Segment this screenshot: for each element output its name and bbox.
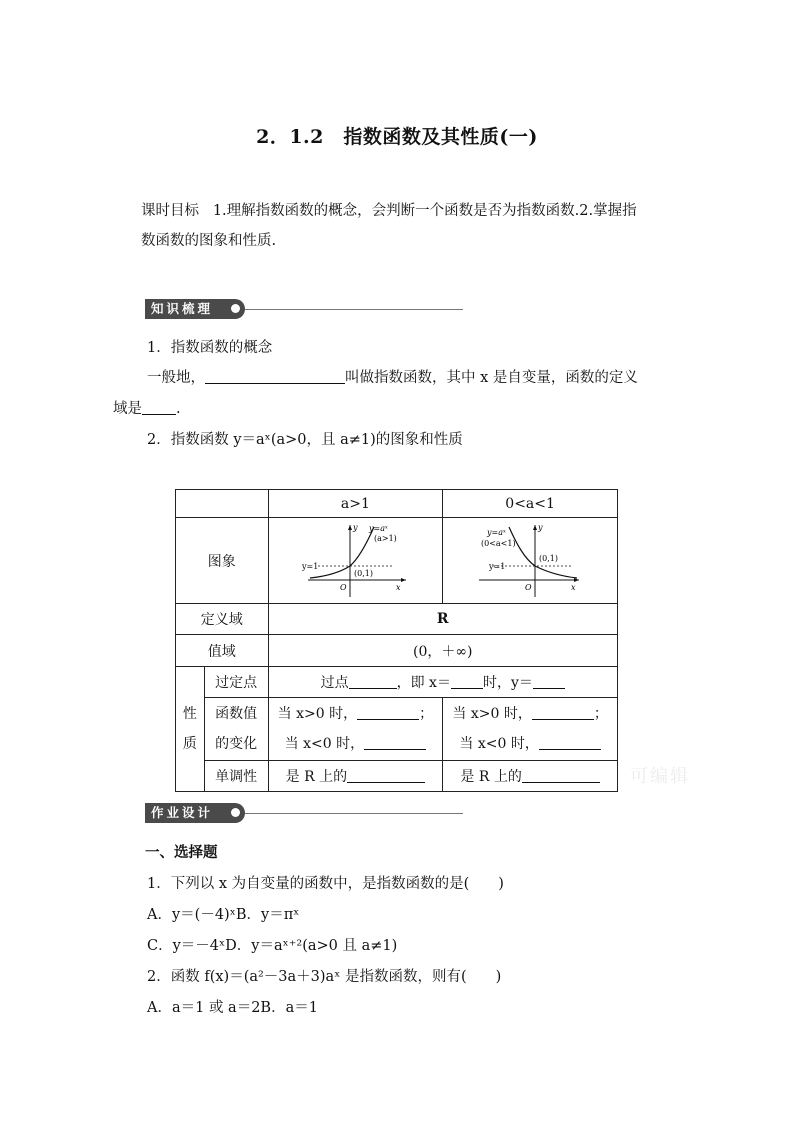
- domain-text: 域是: [113, 401, 142, 417]
- when-positive-text: 当 x>0 时，: [452, 706, 532, 722]
- goal-line-1: [141, 201, 637, 221]
- page-title: 2．1.2 指数函数及其性质(一): [256, 126, 538, 148]
- question-1-options-cd: C．y＝－4ˣD．y＝aˣ⁺²(a>0 且 a≠1): [147, 938, 398, 954]
- row-label-graph: 图象: [176, 518, 269, 604]
- graph-y-label: y: [353, 522, 358, 532]
- monotonicity-a-gt-1: [268, 761, 443, 792]
- question-2-options-ab: A．a＝1 或 a＝2B．a＝1: [147, 1000, 318, 1016]
- goal-text-1: 1.理解指数函数的概念，会判断一个函数是否为指数函数.2.掌握指: [212, 203, 637, 219]
- domain-period: .: [176, 401, 181, 417]
- definition-text-b: 叫做指数函数，其中 x 是自变量，函数的定义: [345, 370, 638, 386]
- exp-curve: [509, 527, 577, 578]
- value-change-line-1: 函数值: [215, 706, 258, 722]
- semicolon: ；: [419, 706, 434, 722]
- when-negative-blank[interactable]: [539, 736, 601, 750]
- properties-char-2: 质: [182, 736, 197, 752]
- fixed-point-cell: [268, 667, 618, 698]
- section-tag-homework-label: 作业设计: [151, 805, 214, 820]
- when-negative-text: 当 x<0 时，: [284, 736, 365, 752]
- graph-point-label: (0,1): [539, 553, 559, 563]
- graph-x-label: x: [571, 582, 576, 592]
- increasing-exponential-graph: [300, 521, 410, 601]
- section-divider: [245, 309, 463, 310]
- monotonicity-text: 是 R 上的: [285, 769, 348, 785]
- graph-origin-label: O: [525, 582, 532, 592]
- graph-fn-label: y=aˣ: [487, 527, 506, 537]
- section-tag-knowledge: [145, 299, 245, 319]
- watermark: 可编辑: [630, 766, 690, 787]
- y-axis-arrow-icon: [348, 525, 352, 530]
- row-label-fixed-point: 过定点: [204, 667, 268, 698]
- monotonicity-blank[interactable]: [347, 769, 425, 783]
- row-label-monotonicity: 单调性: [204, 761, 268, 792]
- question-1: 1．下列以 x 为自变量的函数中，是指数函数的是( ): [147, 876, 504, 892]
- when-negative-text: 当 x<0 时，: [459, 736, 539, 752]
- section-tag-homework: [145, 803, 245, 823]
- decreasing-exponential-graph: [475, 521, 585, 601]
- bullet-dot-icon: [231, 304, 240, 313]
- fixed-point-blank-3[interactable]: [533, 675, 565, 689]
- domain-blank[interactable]: [142, 400, 176, 415]
- fixed-point-blank-2[interactable]: [451, 675, 483, 689]
- fixed-point-text-b: ，即 x＝: [396, 675, 451, 691]
- question-2: 2．函数 f(x)＝(a²－3a＋3)aˣ 是指数函数，则有( ): [147, 969, 502, 985]
- value-change-line-2: 的变化: [215, 736, 258, 752]
- when-positive-blank[interactable]: [532, 706, 594, 720]
- domain-line: [113, 399, 181, 419]
- section-tag-knowledge-label: 知识梳理: [151, 301, 214, 316]
- graph-properties-heading: 2．指数函数 y＝aˣ(a>0，且 a≠1)的图象和性质: [147, 432, 463, 448]
- fixed-point-text-a: 过点: [320, 675, 349, 691]
- homework-heading: 一、选择题: [145, 845, 218, 861]
- row-label-value-change: [204, 698, 268, 761]
- properties-char-1: 性: [182, 706, 197, 722]
- header-a-lt-1: 0<a<1: [443, 490, 618, 518]
- question-1-options-ab: A．y＝(－4)ˣB．y＝πˣ: [147, 907, 300, 923]
- when-negative-blank[interactable]: [364, 736, 426, 750]
- monotonicity-blank[interactable]: [522, 769, 600, 783]
- goal-label: 课时目标: [141, 203, 199, 219]
- when-positive-blank[interactable]: [357, 706, 419, 720]
- graph-y1-label: y=1: [302, 561, 319, 571]
- goal-line-2: 数函数的图象和性质.: [141, 233, 277, 249]
- graph-cell-decreasing: [443, 518, 618, 604]
- row-label-range: 值域: [176, 635, 269, 667]
- graph-fn-label: y=aˣ: [369, 523, 389, 533]
- section-divider: [245, 813, 463, 814]
- when-positive-text: 当 x>0 时，: [277, 706, 358, 722]
- concept-heading: 1．指数函数的概念: [147, 340, 273, 356]
- x-axis-arrow-icon: [401, 578, 406, 582]
- x-axis-arrow-icon: [574, 578, 579, 582]
- header-a-gt-1: a>1: [268, 490, 443, 518]
- row-label-domain: 定义域: [176, 604, 269, 635]
- graph-cell-increasing: [268, 518, 443, 604]
- graph-cond-label: (0<a<1): [481, 538, 516, 548]
- graph-x-label: x: [396, 582, 401, 592]
- value-change-a-lt-1: [443, 698, 618, 761]
- y-axis-arrow-icon: [533, 525, 537, 530]
- graph-point-label: (0,1): [354, 568, 374, 578]
- value-change-a-gt-1: [268, 698, 443, 761]
- row-label-properties: [176, 667, 205, 792]
- graph-cond-label: (a>1): [374, 533, 398, 543]
- monotonicity-text: 是 R 上的: [460, 769, 522, 785]
- graph-y-label: y: [538, 522, 543, 532]
- graph-y1-label: y=1: [489, 561, 506, 571]
- definition-blank[interactable]: [205, 369, 345, 384]
- range-value: (0，＋∞): [268, 635, 618, 667]
- bullet-dot-icon: [231, 808, 240, 817]
- semicolon: ；: [593, 706, 608, 722]
- graph-origin-label: O: [340, 582, 347, 592]
- exponential-properties-table: [175, 489, 618, 792]
- concept-definition: [147, 368, 638, 388]
- domain-value: R: [268, 604, 618, 635]
- fixed-point-text-c: 时，y＝: [482, 675, 533, 691]
- definition-text-a: 一般地，: [147, 370, 205, 386]
- header-empty-cell: [176, 490, 269, 518]
- fixed-point-blank-1[interactable]: [349, 675, 397, 689]
- monotonicity-a-lt-1: [443, 761, 618, 792]
